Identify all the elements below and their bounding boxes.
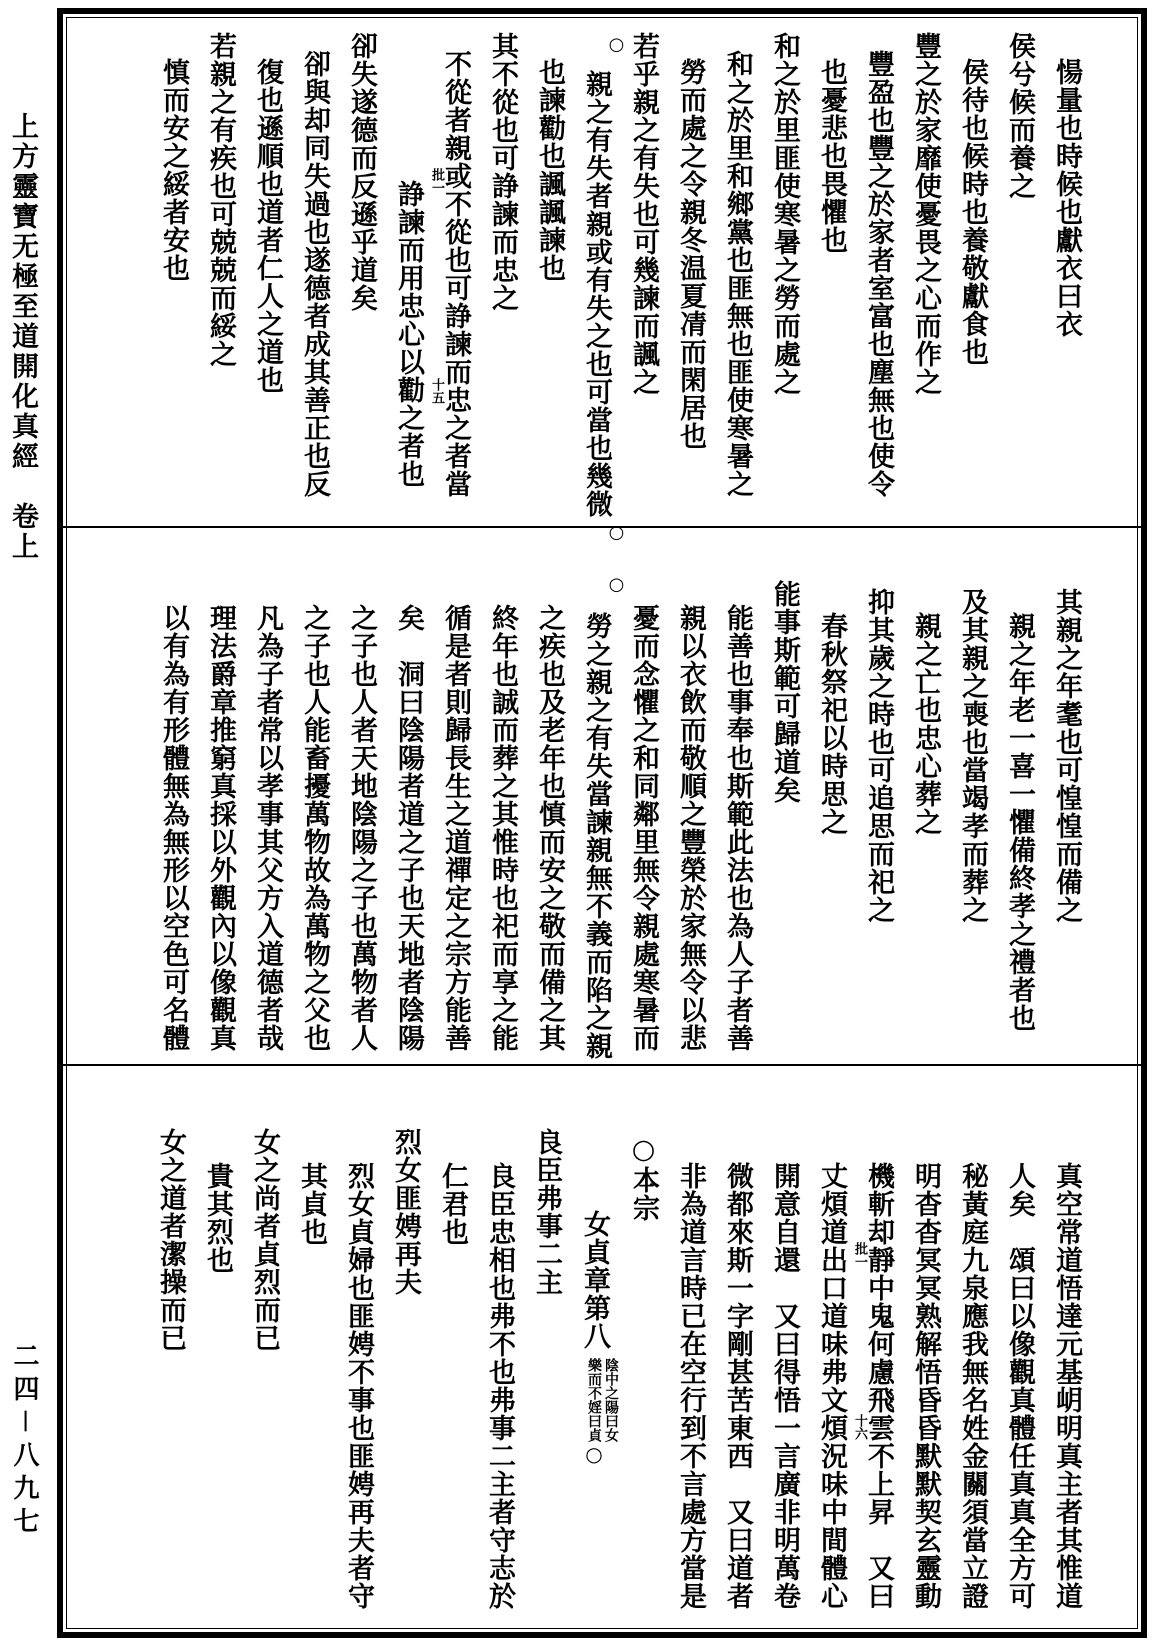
text-column [339, 568, 384, 1060]
column-text: 凡為子者常以孝事其父方入道德者哉 [252, 604, 283, 1052]
column-text: 豐盈也豐之於家者室富也塵無也使令 [863, 50, 894, 498]
text-column [571, 1124, 619, 1628]
text-column [715, 1124, 760, 1628]
section-circle: ○ [606, 34, 627, 55]
section-circle: ○ [606, 522, 627, 543]
column-text: 機斬却靜中鬼何慮飛雲不上昇 又曰 [863, 1162, 894, 1610]
column-text: 良臣忠相也弗不也弗事二主者守志於 [484, 1162, 515, 1610]
column-text: 矣 洞曰陰陽者道之子也天地者陰陽 [393, 604, 424, 1052]
margin-note: 批一 [852, 1242, 867, 1268]
text-column [950, 1124, 995, 1628]
column-text: 能善也事奉也斯範此法也為人子者善 [722, 604, 753, 1052]
column-text: 親以衣飲而敬順之豐榮於家無令以悲 [675, 604, 706, 1052]
column-text: 人矣 頌曰以像觀真體任真真全方可 [1004, 1162, 1035, 1610]
column-text: 和之於里和鄉黨也匪無也匪使寒暑之 [722, 50, 753, 498]
text-column [527, 28, 572, 522]
text-column [245, 28, 290, 522]
text-column [527, 568, 572, 1060]
column-text: 若親之有疾也可兢兢而綏之 [205, 32, 236, 368]
column-text: 諍諫而用忠心以勸之者也 [393, 180, 424, 488]
text-column [151, 568, 196, 1060]
column-text: 之子也人能畜擾萬物故為萬物之父也 [299, 604, 330, 1052]
text-column [668, 568, 713, 1060]
column-text: 理法爵章推窮真採以外觀內以像觀真 [205, 604, 236, 1052]
column-text: 親之亡也忠心葬之 [910, 612, 941, 836]
text-column [574, 28, 627, 543]
text-column [245, 568, 290, 1060]
text-column [997, 568, 1042, 1060]
text-column [242, 1124, 287, 1628]
text-column [668, 28, 713, 522]
frame-content [63, 14, 1141, 1632]
text-frame [57, 8, 1147, 1638]
column-text: 丈煩道出口道味弗文煩況味中間體心 [816, 1162, 847, 1610]
column-text: 真空常道悟達元基岄明真主者其惟道 [1051, 1162, 1082, 1610]
text-column [195, 1124, 240, 1628]
column-text: 開意自還 又曰得悟一言廣非明萬卷 [769, 1162, 800, 1610]
text-column [621, 28, 666, 522]
text-band-top [63, 14, 1141, 543]
text-column [809, 28, 854, 522]
column-text: 明杳杳冥冥熟解悟昏昏默默契玄靈動 [910, 1162, 941, 1610]
column-text: 侯待也候時也養敬獻食也 [957, 58, 988, 366]
column-text: 其不從也可諍諫而忠之 [487, 32, 518, 312]
text-column [480, 28, 525, 522]
column-text: 也諫勸也諷諷諫也 [534, 58, 565, 282]
column-text: 抑其歲之時也可追思而祀之 [863, 588, 894, 924]
column-text: 親之有失者親或有失之也可當也幾微 [581, 70, 612, 518]
column-text: 女貞章第八 [579, 1210, 610, 1350]
interlinear-gloss-note [585, 1358, 619, 1442]
text-column [289, 1124, 334, 1628]
text-column [433, 568, 478, 1060]
text-column [762, 1124, 807, 1628]
text-column [621, 1124, 666, 1628]
column-text: 親之年老一喜一懼備終孝之禮者也 [1004, 612, 1035, 1032]
text-column [480, 568, 525, 1060]
section-circle: ○ [606, 574, 627, 595]
text-column [198, 568, 243, 1060]
text-column [950, 28, 995, 522]
text-column [433, 28, 478, 522]
section-circle: ○ [582, 1442, 606, 1466]
text-column [339, 28, 384, 522]
text-column [574, 568, 627, 1060]
margin-note: 十五 [429, 378, 444, 404]
gloss-left-line: 樂而不婬曰貞 [586, 1358, 602, 1442]
text-column [903, 28, 948, 522]
column-text: 勞之親之有失當諫親無不義而陷之親 [581, 612, 612, 1060]
column-text: 春秋祭祀以時思之 [816, 612, 847, 836]
margin-note: 十六 [852, 1414, 867, 1440]
text-band-bottom [63, 1066, 1141, 1632]
column-text: 之子也人者天地陰陽之子也萬物者人 [346, 604, 377, 1052]
column-text: 也憂悲也畏懼也 [816, 58, 847, 254]
text-column [809, 568, 854, 1060]
text-column [715, 568, 760, 1060]
page-number: 二四－八九七 [9, 1342, 39, 1541]
column-text: 勞而處之令親冬温夏凊而閑居也 [675, 58, 706, 450]
text-column [715, 28, 760, 522]
text-column [1044, 1124, 1089, 1628]
column-text: 微都來斯一字剛甚苦東西 又曰道者 [722, 1162, 753, 1610]
gloss-right-line: 陰中之陽曰女 [603, 1358, 619, 1442]
column-text: 女之道者潔操而已 [155, 1128, 186, 1352]
text-column [148, 1124, 193, 1628]
text-column [524, 1124, 569, 1628]
text-column [903, 568, 948, 1060]
column-text: 慎而安之綏者安也 [158, 58, 189, 282]
text-column [856, 28, 901, 522]
text-column [1044, 28, 1089, 522]
column-text: 良臣弗事二主 [531, 1128, 562, 1296]
column-text: 之疾也及老年也慎而安之敬而備之其 [534, 604, 565, 1052]
text-column [856, 1124, 901, 1628]
column-text: 女之尚者貞烈而已 [249, 1128, 280, 1352]
column-text: 憂而念懼之和同鄰里無令親處寒暑而 [628, 604, 659, 1052]
column-text: 其貞也 [296, 1162, 327, 1246]
column-text: 以有為有形體無為無形以空色可名體 [158, 604, 189, 1052]
text-column [762, 568, 807, 1060]
text-column [950, 568, 995, 1060]
text-column [997, 28, 1042, 522]
text-column [809, 1124, 867, 1628]
text-band-middle [63, 528, 1141, 1064]
column-text: 和之於里匪使寒暑之勞而處之 [769, 32, 800, 396]
column-text: 烈女貞婦也匪娉不事也匪娉再夫者守 [343, 1162, 374, 1610]
text-column [292, 28, 337, 522]
column-text: 若乎親之有失也可幾諫而諷之 [628, 32, 659, 396]
text-column [430, 1124, 475, 1628]
text-column [856, 568, 901, 1060]
text-column [477, 1124, 522, 1628]
column-text: 非為道言時已在空行到不言處方當是 [675, 1162, 706, 1610]
text-column [386, 28, 444, 522]
column-text: 復也遜順也道者仁人之道也 [252, 58, 283, 394]
text-column [383, 1124, 428, 1628]
column-text: 愓量也時候也獻衣曰衣 [1051, 58, 1082, 338]
text-column [336, 1124, 381, 1628]
spine-title: 上方靈寶无極至道開化真經 卷上 [7, 112, 38, 562]
column-text: 循是者則歸長生之道禪定之宗方能善 [440, 604, 471, 1052]
column-text: 秘黃庭九泉應我無名姓金關須當立證 [957, 1162, 988, 1610]
column-text: 烈女匪娉再夫 [390, 1128, 421, 1296]
column-text: 其親之年耄也可惶惶而備之 [1051, 588, 1082, 924]
text-column [292, 568, 337, 1060]
column-text: 侯兮候而養之 [1004, 32, 1035, 200]
column-text: ○本宗 [628, 1134, 659, 1222]
text-column [198, 28, 243, 522]
text-column [151, 28, 196, 522]
column-text: 不從者親或不從也可諍諫而忠之者當 [440, 50, 471, 498]
column-text: 豐之於家靡使憂畏之心而作之 [910, 32, 941, 396]
column-text: 卻與却同失過也遂德者成其善正也反 [299, 50, 330, 498]
text-column [1044, 568, 1089, 1060]
column-text: 能事斯範可歸道矣 [769, 580, 800, 804]
margin-note: 批一 [429, 168, 444, 194]
column-text: 卻失遂德而反遜乎道矣 [346, 32, 377, 312]
column-text: 及其親之喪也當竭孝而葬之 [957, 588, 988, 924]
text-column [997, 1124, 1042, 1628]
text-column [903, 1124, 948, 1628]
text-column [762, 28, 807, 522]
column-text: 仁君也 [437, 1162, 468, 1246]
column-text: 終年也誠而葬之其惟時也祀而享之能 [487, 604, 518, 1052]
text-column [621, 568, 666, 1060]
text-column [386, 568, 431, 1060]
text-column [668, 1124, 713, 1628]
column-text: 貴其烈也 [202, 1162, 233, 1274]
